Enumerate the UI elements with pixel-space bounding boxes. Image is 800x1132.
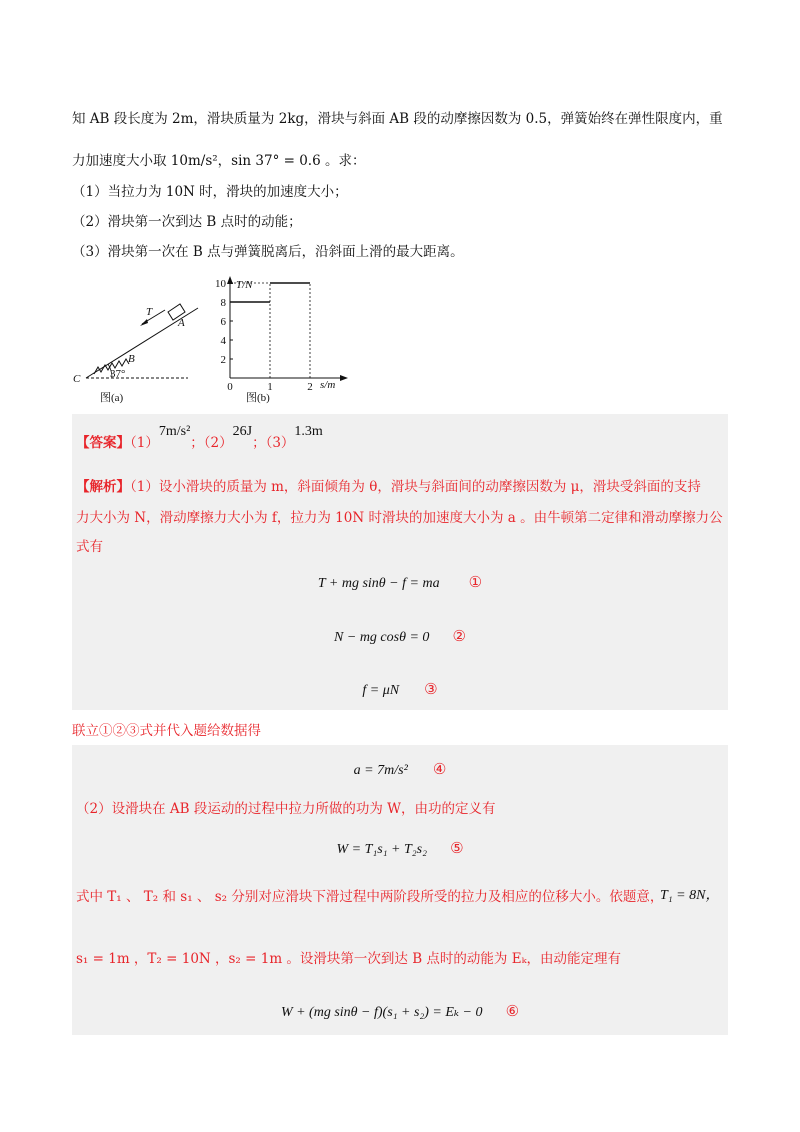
answer-analysis-block <box>72 414 728 710</box>
analysis-line-1-text: （1）设小滑块的质量为 m，斜面倾角为 θ，滑块与斜面间的动摩擦因数为 μ，滑块受斜面的支持 <box>130 479 701 495</box>
problem-line-1: 知 AB 段长度为 2m，滑块质量为 2kg，滑块与斜面 AB 段的动摩擦因数为 0.5，弹簧始终在弹性限度内，重 <box>72 111 723 127</box>
x-axis-arrow <box>340 375 348 381</box>
equation-5-number: ⑤ <box>450 839 464 857</box>
question-3: （3）滑块第一次在 B 点与弹簧脱离后，沿斜面上滑的最大距离。 <box>72 244 464 260</box>
equation-2: N − mg cosθ = 0 <box>334 630 430 645</box>
equation-1-number: ① <box>468 573 483 591</box>
equation-3-row <box>72 679 728 699</box>
figure-b-caption: 图(b) <box>246 392 270 404</box>
analysis-tag: 【解析】 <box>76 479 130 495</box>
equation-3: f = μN <box>362 683 400 698</box>
equation-6-number: ⑥ <box>505 1002 520 1020</box>
analysis-line-1 <box>76 478 701 496</box>
y-tick-label: 8 <box>220 297 226 309</box>
equation-4-number: ④ <box>432 760 447 778</box>
equation-1: T + mg sinθ − f = ma <box>317 576 440 591</box>
question-2: （2）滑块第一次到达 B 点时的动能； <box>72 214 302 230</box>
question-1: （1）当拉力为 10N 时，滑块的加速度大小； <box>72 184 348 200</box>
equation-3-number: ③ <box>424 680 438 698</box>
values-line: s₁ = 1m ，T₂ = 10N ，s₂ = 1m 。设滑块第一次到达 B 点时的动能为 Eₖ，由动能定理有 <box>76 951 621 967</box>
equation-1-row <box>72 572 728 592</box>
x-tick-label: 1 <box>267 381 273 393</box>
equation-5-row <box>72 838 728 858</box>
answer-part-2: ；（2） <box>190 435 233 451</box>
answer-part-1: （1） <box>130 435 159 451</box>
answer-value-3: 1.3m <box>294 424 323 439</box>
figure-b-chart <box>206 272 356 405</box>
y-tick-label: 4 <box>220 335 226 347</box>
equation-6: W + (mg sinθ − f)(s₁ + s₂) = Eₖ − 0 <box>280 1005 483 1020</box>
answer-part-3: ；（3） <box>252 435 295 451</box>
x-tick-label: 0 <box>227 381 233 393</box>
t1-value: T₁ = 8N， <box>660 888 720 903</box>
combine-line: 联立①②③式并代入题给数据得 <box>72 723 261 739</box>
x-tick-label: 2 <box>307 381 313 393</box>
answer-value-1: 7m/s² <box>158 424 191 439</box>
equation-4-row <box>72 759 728 779</box>
analysis-line-3: 式有 <box>76 539 103 555</box>
equation-2-row <box>72 626 728 646</box>
answer-value-2: 26J <box>232 424 253 439</box>
figure-a-incline <box>70 290 205 405</box>
equation-4: a = 7m/s² <box>353 763 408 778</box>
label-C: C <box>73 373 81 385</box>
answer-tag: 【答案】 <box>76 435 130 451</box>
x-axis-label: s/m <box>320 379 336 391</box>
equation-5: W = T₁s₁ + T₂s₂ <box>336 842 427 857</box>
y-tick-label: 6 <box>220 316 226 328</box>
label-T: T <box>146 306 153 318</box>
y-tick-label: 2 <box>220 354 226 366</box>
part-2-line: （2）设滑块在 AB 段运动的过程中拉力所做的功为 W，由功的定义有 <box>76 801 496 817</box>
equation-2-number: ② <box>452 627 466 645</box>
y-tick-label: 10 <box>215 278 226 290</box>
tension-arrowhead <box>140 319 148 326</box>
variables-line: 式中 T₁ 、 T₂ 和 s₁ 、 s₂ 分别对应滑块下滑过程中两阶段所受的拉力及相应的位移大小。依题意， <box>76 889 664 905</box>
label-angle: 37° <box>110 368 126 380</box>
y-axis-label: T/N <box>236 279 253 291</box>
problem-line-2: 力加速度大小取 10m/s²，sin 37° = 0.6 。求： <box>72 153 366 169</box>
label-A: A <box>178 317 185 329</box>
analysis-line-2: 力大小为 N，滑动摩擦力大小为 f，拉力为 10N 时滑块的加速度大小为 a 。由牛顿第二定律和滑动摩擦力公 <box>76 510 723 526</box>
label-B: B <box>128 353 135 365</box>
answer-row <box>76 424 323 453</box>
equation-6-row <box>72 1001 728 1021</box>
figure-a-caption: 图(a) <box>100 392 124 404</box>
